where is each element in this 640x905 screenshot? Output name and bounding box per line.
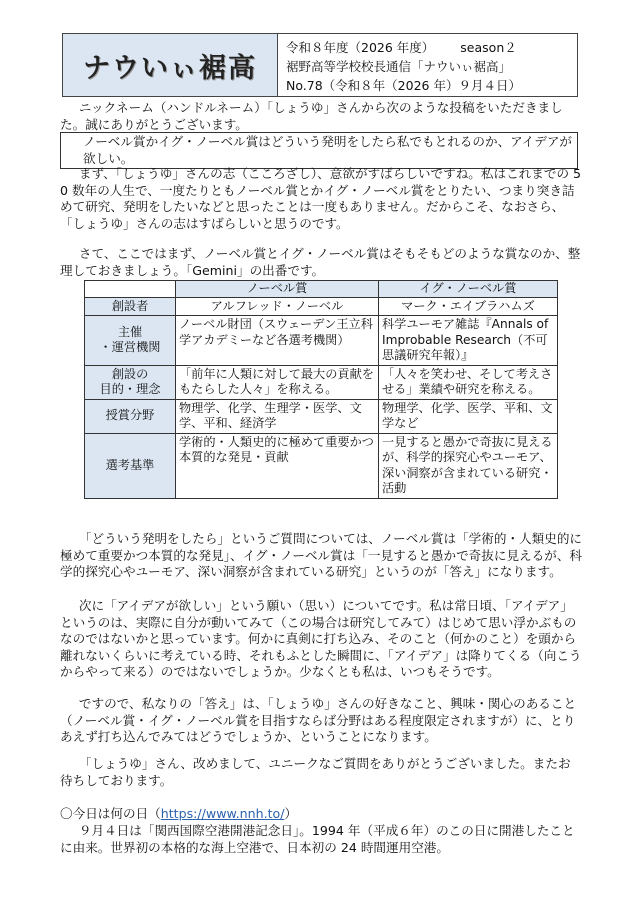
table-header-row	[85, 281, 558, 298]
table-row	[85, 297, 558, 316]
masthead	[62, 33, 578, 97]
table-corner-cell	[85, 281, 176, 298]
nnh-link[interactable]: https://www.nnh.to/	[160, 806, 285, 821]
masthead-info	[278, 34, 577, 96]
paragraph-2: さて、ここではまず、ノーベル賞とイグ・ノーベル賞はそもそもどのような賞なのか、整理しておきましょう。「Gemini」の出番です。	[60, 246, 581, 278]
comparison-table	[84, 280, 558, 499]
masthead-line-2: 裾野高等学校校長通信「ナウいぃ裾高」	[286, 59, 512, 74]
cell-ig: 一見すると愚かで奇抜に見えるが、科学的探究心やユーモア、深い洞察が含まれている研究・活動	[379, 433, 558, 498]
today-text: ９月４日は「関西国際空港開港記念日」。1994 年（平成６年）のこの日に開港したことに由来。世界初の本格的な海上空港で、日本初の 24 時間運用空港。	[60, 823, 575, 855]
cell-ig: 物理学、化学、医学、平和、文学など	[379, 399, 558, 433]
intro-paragraph: ニックネーム（ハンドルネーム）「しょうゆ」さんから次のような投稿をいただきました。誠にありがとうございます。	[60, 100, 563, 132]
row-label: 選考基準	[85, 433, 176, 498]
row-label: 主催 ・運営機関	[85, 316, 176, 366]
table-head-nobel: ノーベル賞	[176, 281, 379, 298]
cell-nobel: アルフレッド・ノーベル	[176, 297, 379, 316]
question-text: ノーベル賞かイグ・ノーベル賞はどういう発明をしたら私でもとれるのか、アイデアが欲しい。	[83, 134, 573, 166]
paragraph-6: 「しょうゆ」さん、改めまして、ユニークなご質問をありがとうございました。またお待ちしております。	[60, 756, 571, 788]
paragraph-5: ですので、私なりの「答え」は、「しょうゆ」さんの好きなこと、興味・関心のあること（ノーベル賞・イグ・ノーベル賞を目指すならば分野はある程度限定されますが）に、とりあえず打ち込んでみてはどうでしょうか、ということになります。	[60, 696, 577, 744]
row-label: 創設者	[85, 297, 176, 316]
today-heading: 〇今日は何の日（https://www.nnh.to/）	[60, 806, 298, 821]
paragraph-1: まず、「しょうゆ」さんの志（こころざし）、意欲がすばらしいですね。私はこれまでの 50 数年の人生で、一度たりともノーベル賞とかイグ・ノーベル賞をとりたい、つまり突き詰めて研究、発明をしたいなどと思ったことは一度もありません。だからこそ、なおさら、「しょうゆ」さんの志はすばらしいと思うのです。	[60, 166, 582, 231]
season-label: season２	[460, 40, 517, 55]
table-row	[85, 433, 558, 498]
cell-nobel: 学術的・人類史的に極めて重要かつ本質的な発見・貢献	[176, 433, 379, 498]
cell-nobel: 物理学、化学、生理学・医学、文学、平和、経済学	[176, 399, 379, 433]
masthead-line-1: 令和８年度（2026 年度） season２	[286, 40, 517, 55]
cell-ig: 「人々を笑わせ、そして考えさせる」業績や研究を称える。	[379, 365, 558, 399]
table-head-ig: イグ・ノーベル賞	[379, 281, 558, 298]
cell-ig: 科学ユーモア雑誌『Annals of Improbable Research（不可思議研究年報）』	[379, 316, 558, 366]
row-label: 創設の 目的・理念	[85, 365, 176, 399]
paragraph-3: 「どういう発明をしたら」というご質問については、ノーベル賞は「学術的・人類史的に極めて重要かつ本質的な発見」、イグ・ノーベル賞は「一見すると愚かで奇抜に見えるが、科学的探究心やユーモア、深い洞察が含まれている研究」というのが「答え」になります。	[60, 531, 583, 579]
question-box	[60, 132, 578, 169]
cell-ig: マーク・エイブラハムズ	[379, 297, 558, 316]
masthead-line-3: No.78（令和８年（2026 年）９月４日）	[286, 78, 521, 93]
table-row	[85, 399, 558, 433]
cell-nobel: 「前年に人類に対して最大の貢献をもたらした人々」を称える。	[176, 365, 379, 399]
masthead-title-box	[63, 34, 278, 96]
masthead-title: ナウいぃ裾高	[83, 52, 257, 84]
cell-nobel: ノーベル財団（スウェーデン王立科学アカデミーなど各選考機関）	[176, 316, 379, 366]
row-label: 授賞分野	[85, 399, 176, 433]
paragraph-4: 次に「アイデアが欲しい」という願い（思い）についてです。私は常日頃、「アイデア」というのは、実際に自分が動いてみて（この場合は研究してみて）はじめて思い浮かぶものなのではないかと思っています。何かに真剣に打ち込み、そのこと（何かのこと）を頭から離れないくらいに考えている時、それもふとした瞬間に、「アイデア」は降りてくる（向こうからやって来る）のではないでしょうか。少なくとも私は、いつもそうです。	[60, 598, 582, 679]
table-row	[85, 365, 558, 399]
table-row	[85, 316, 558, 366]
